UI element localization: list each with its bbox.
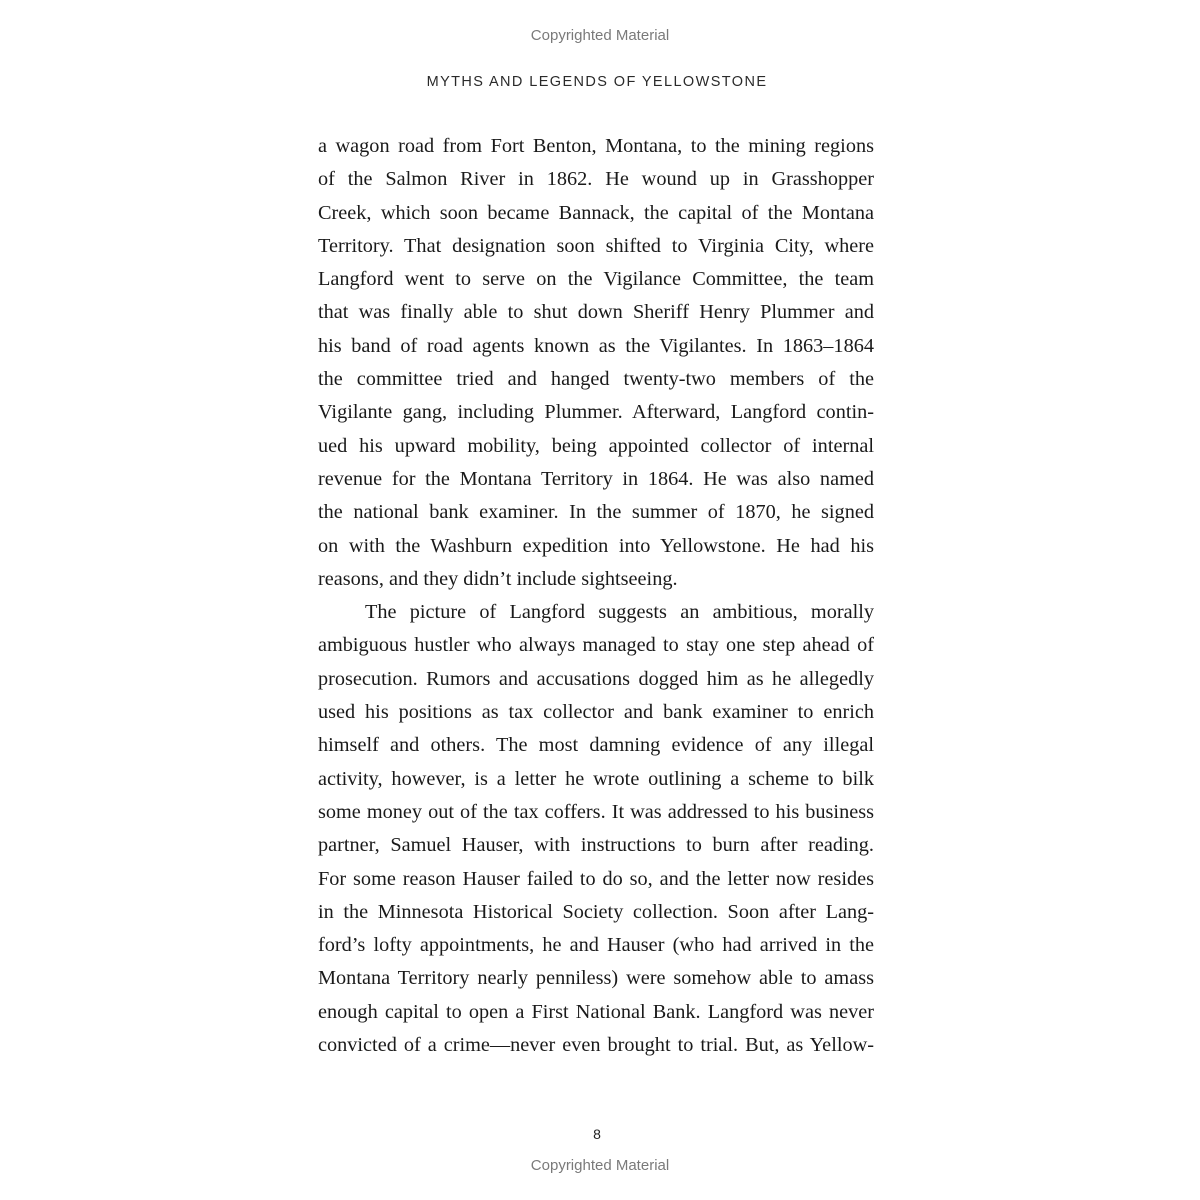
text-line: on with the Washburn expedition into Yellowstone. He had his	[318, 534, 874, 557]
text-line: the national bank examiner. In the summer of 1870, he signed	[318, 501, 874, 524]
text-line: a wagon road from Fort Benton, Montana, to the mining regions	[318, 135, 874, 157]
paragraph-1	[318, 130, 874, 596]
copyright-watermark-top: Copyrighted Material	[530, 27, 670, 44]
running-head: MYTHS AND LEGENDS OF YELLOWSTONE	[426, 74, 768, 90]
text-line: some money out of the tax coffers. It was addressed to his business	[318, 800, 874, 823]
text-line: Territory. That designation soon shifted to Virginia City, where	[318, 234, 874, 257]
text-line: prosecution. Rumors and accusations dogged him as he allegedly	[318, 667, 874, 690]
text-line: ford’s lofty appointments, he and Hauser (who had arrived in the	[318, 934, 874, 957]
text-line: his band of road agents known as the Vigilantes. In 1863–1864	[318, 334, 874, 357]
text-line: ambiguous hustler who always managed to stay one step ahead of	[318, 634, 874, 657]
copyright-watermark-bottom: Copyrighted Material	[530, 1157, 670, 1174]
text-line: the committee tried and hanged twenty-two members of the	[318, 368, 874, 391]
text-line: that was finally able to shut down Sheriff Henry Plummer and	[318, 301, 874, 324]
text-line: in the Minnesota Historical Society collection. Soon after Lang-	[318, 900, 874, 923]
text-line: partner, Samuel Hauser, with instructions to burn after reading.	[318, 834, 874, 857]
text-line: used his positions as tax collector and bank examiner to enrich	[318, 701, 874, 724]
text-line: activity, however, is a letter he wrote outlining a scheme to bilk	[318, 767, 874, 790]
text-line: Vigilante gang, including Plummer. Afterward, Langford contin-	[318, 401, 874, 424]
text-line: For some reason Hauser failed to do so, and the letter now resides	[318, 867, 874, 890]
text-line: Creek, which soon became Bannack, the capital of the Montana	[318, 201, 874, 224]
text-line: revenue for the Montana Territory in 1864. He was also named	[318, 467, 874, 490]
text-line: enough capital to open a First National Bank. Langford was never	[318, 1000, 874, 1023]
text-line: The picture of Langford suggests an ambitious, morally	[365, 601, 874, 624]
paragraph-2	[318, 596, 874, 1062]
text-line: of the Salmon River in 1862. He wound up in Grasshopper	[318, 168, 874, 191]
text-line: Montana Territory nearly penniless) were somehow able to amass	[318, 967, 874, 990]
text-line: Langford went to serve on the Vigilance Committee, the team	[318, 268, 874, 291]
body-text	[318, 130, 874, 1062]
page-number: 8	[593, 1126, 601, 1142]
text-line: convicted of a crime—never even brought to trial. But, as Yellow-	[318, 1034, 874, 1057]
text-line: himself and others. The most damning evidence of any illegal	[318, 734, 874, 757]
text-line: reasons, and they didn’t include sightseeing.	[318, 567, 678, 590]
text-line: ued his upward mobility, being appointed collector of internal	[318, 434, 874, 457]
